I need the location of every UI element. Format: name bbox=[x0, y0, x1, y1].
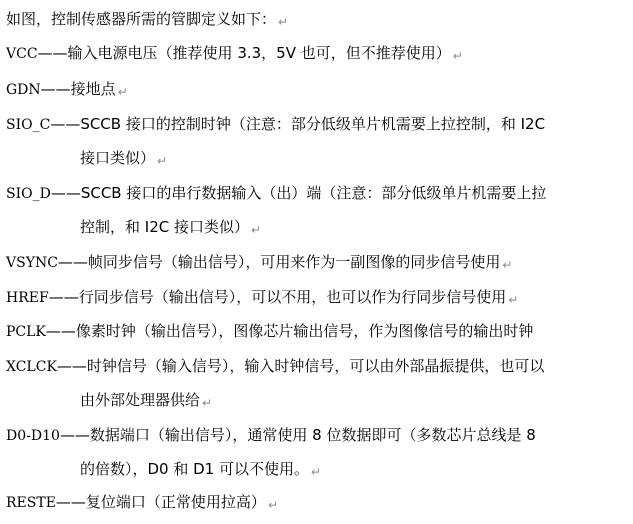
pin-sioc-continuation bbox=[80, 148, 167, 169]
paragraph-mark-icon: ↵ bbox=[278, 15, 289, 29]
pin-name: VSYNC bbox=[6, 255, 58, 271]
pin-description: ——SCCB 接口的串行数据输入（出）端（注意：部分低级单片机需要上拉 bbox=[50, 184, 547, 202]
pin-reset-line bbox=[6, 492, 278, 513]
pin-name: SIO_C bbox=[6, 117, 51, 133]
paragraph-mark-icon: ↵ bbox=[508, 293, 519, 307]
pin-name: VCC bbox=[6, 46, 38, 62]
pin-description: 控制，和 I2C 接口类似） bbox=[80, 218, 249, 236]
paragraph-mark-icon: ↵ bbox=[157, 154, 168, 168]
pin-description: ——复位端口（正常使用拉高） bbox=[55, 493, 266, 511]
pin-xclck-line bbox=[6, 356, 544, 377]
pin-vsync-line bbox=[6, 252, 512, 273]
pin-description: ——SCCB 接口的控制时钟（注意：部分低级单片机需要上拉控制，和 I2C bbox=[50, 115, 546, 133]
line-text: 如图，控制传感器所需的管脚定义如下： bbox=[6, 10, 277, 28]
pin-description: ——像素时钟（输出信号），图像芯片输出信号，作为图像信号的输出时钟 bbox=[45, 322, 534, 340]
paragraph-mark-icon: ↵ bbox=[452, 49, 463, 63]
paragraph-mark-icon: ↵ bbox=[311, 465, 322, 479]
paragraph-mark-icon: ↵ bbox=[117, 85, 128, 99]
pin-gdn-line bbox=[6, 79, 128, 100]
pin-description: ——时钟信号（输入信号），输入时钟信号，可以由外部晶振提供，也可以 bbox=[56, 357, 545, 375]
pin-description: ——行同步信号（输出信号），可以不用，也可以作为行同步信号使用 bbox=[48, 288, 507, 306]
pin-description: ——数据端口（输出信号），通常使用 8 位数据即可（多数芯片总线是 8 bbox=[59, 426, 536, 444]
pin-description: 由外部处理器供给 bbox=[80, 391, 201, 409]
pin-description: 的倍数），D0 和 D1 可以不使用。 bbox=[80, 460, 309, 478]
pin-name: HREF bbox=[6, 290, 49, 306]
pin-data-line bbox=[6, 425, 536, 446]
pin-siod-line bbox=[6, 183, 546, 204]
pin-sioc-line bbox=[6, 114, 545, 135]
pin-description: 接口类似） bbox=[80, 149, 156, 167]
paragraph-mark-icon: ↵ bbox=[202, 396, 213, 410]
pin-description: ——帧同步信号（输出信号），可用来作为一副图像的同步信号使用 bbox=[57, 253, 501, 271]
paragraph-mark-icon: ↵ bbox=[250, 223, 262, 237]
pin-name: PCLK bbox=[6, 324, 46, 340]
pin-href-line bbox=[6, 287, 518, 308]
pin-vcc-line bbox=[6, 43, 463, 64]
pin-pclk-line bbox=[6, 321, 533, 342]
pin-description: ——输入电源电压（推荐使用 3.3，5V 也可，但不推荐使用） bbox=[37, 44, 451, 62]
pin-description: ——接地点 bbox=[40, 80, 116, 98]
pin-siod-continuation bbox=[80, 217, 261, 238]
pin-name: RESTE bbox=[6, 495, 56, 511]
intro-line bbox=[6, 9, 288, 30]
paragraph-mark-icon: ↵ bbox=[502, 258, 513, 272]
pin-name: SIO_D bbox=[6, 186, 51, 202]
pin-name: XCLCK bbox=[6, 359, 57, 375]
pin-name: D0-D10 bbox=[6, 428, 60, 444]
pin-name: GDN bbox=[6, 82, 41, 98]
pin-xclck-continuation bbox=[80, 390, 212, 411]
paragraph-mark-icon: ↵ bbox=[267, 498, 278, 512]
pin-data-continuation bbox=[80, 459, 321, 480]
